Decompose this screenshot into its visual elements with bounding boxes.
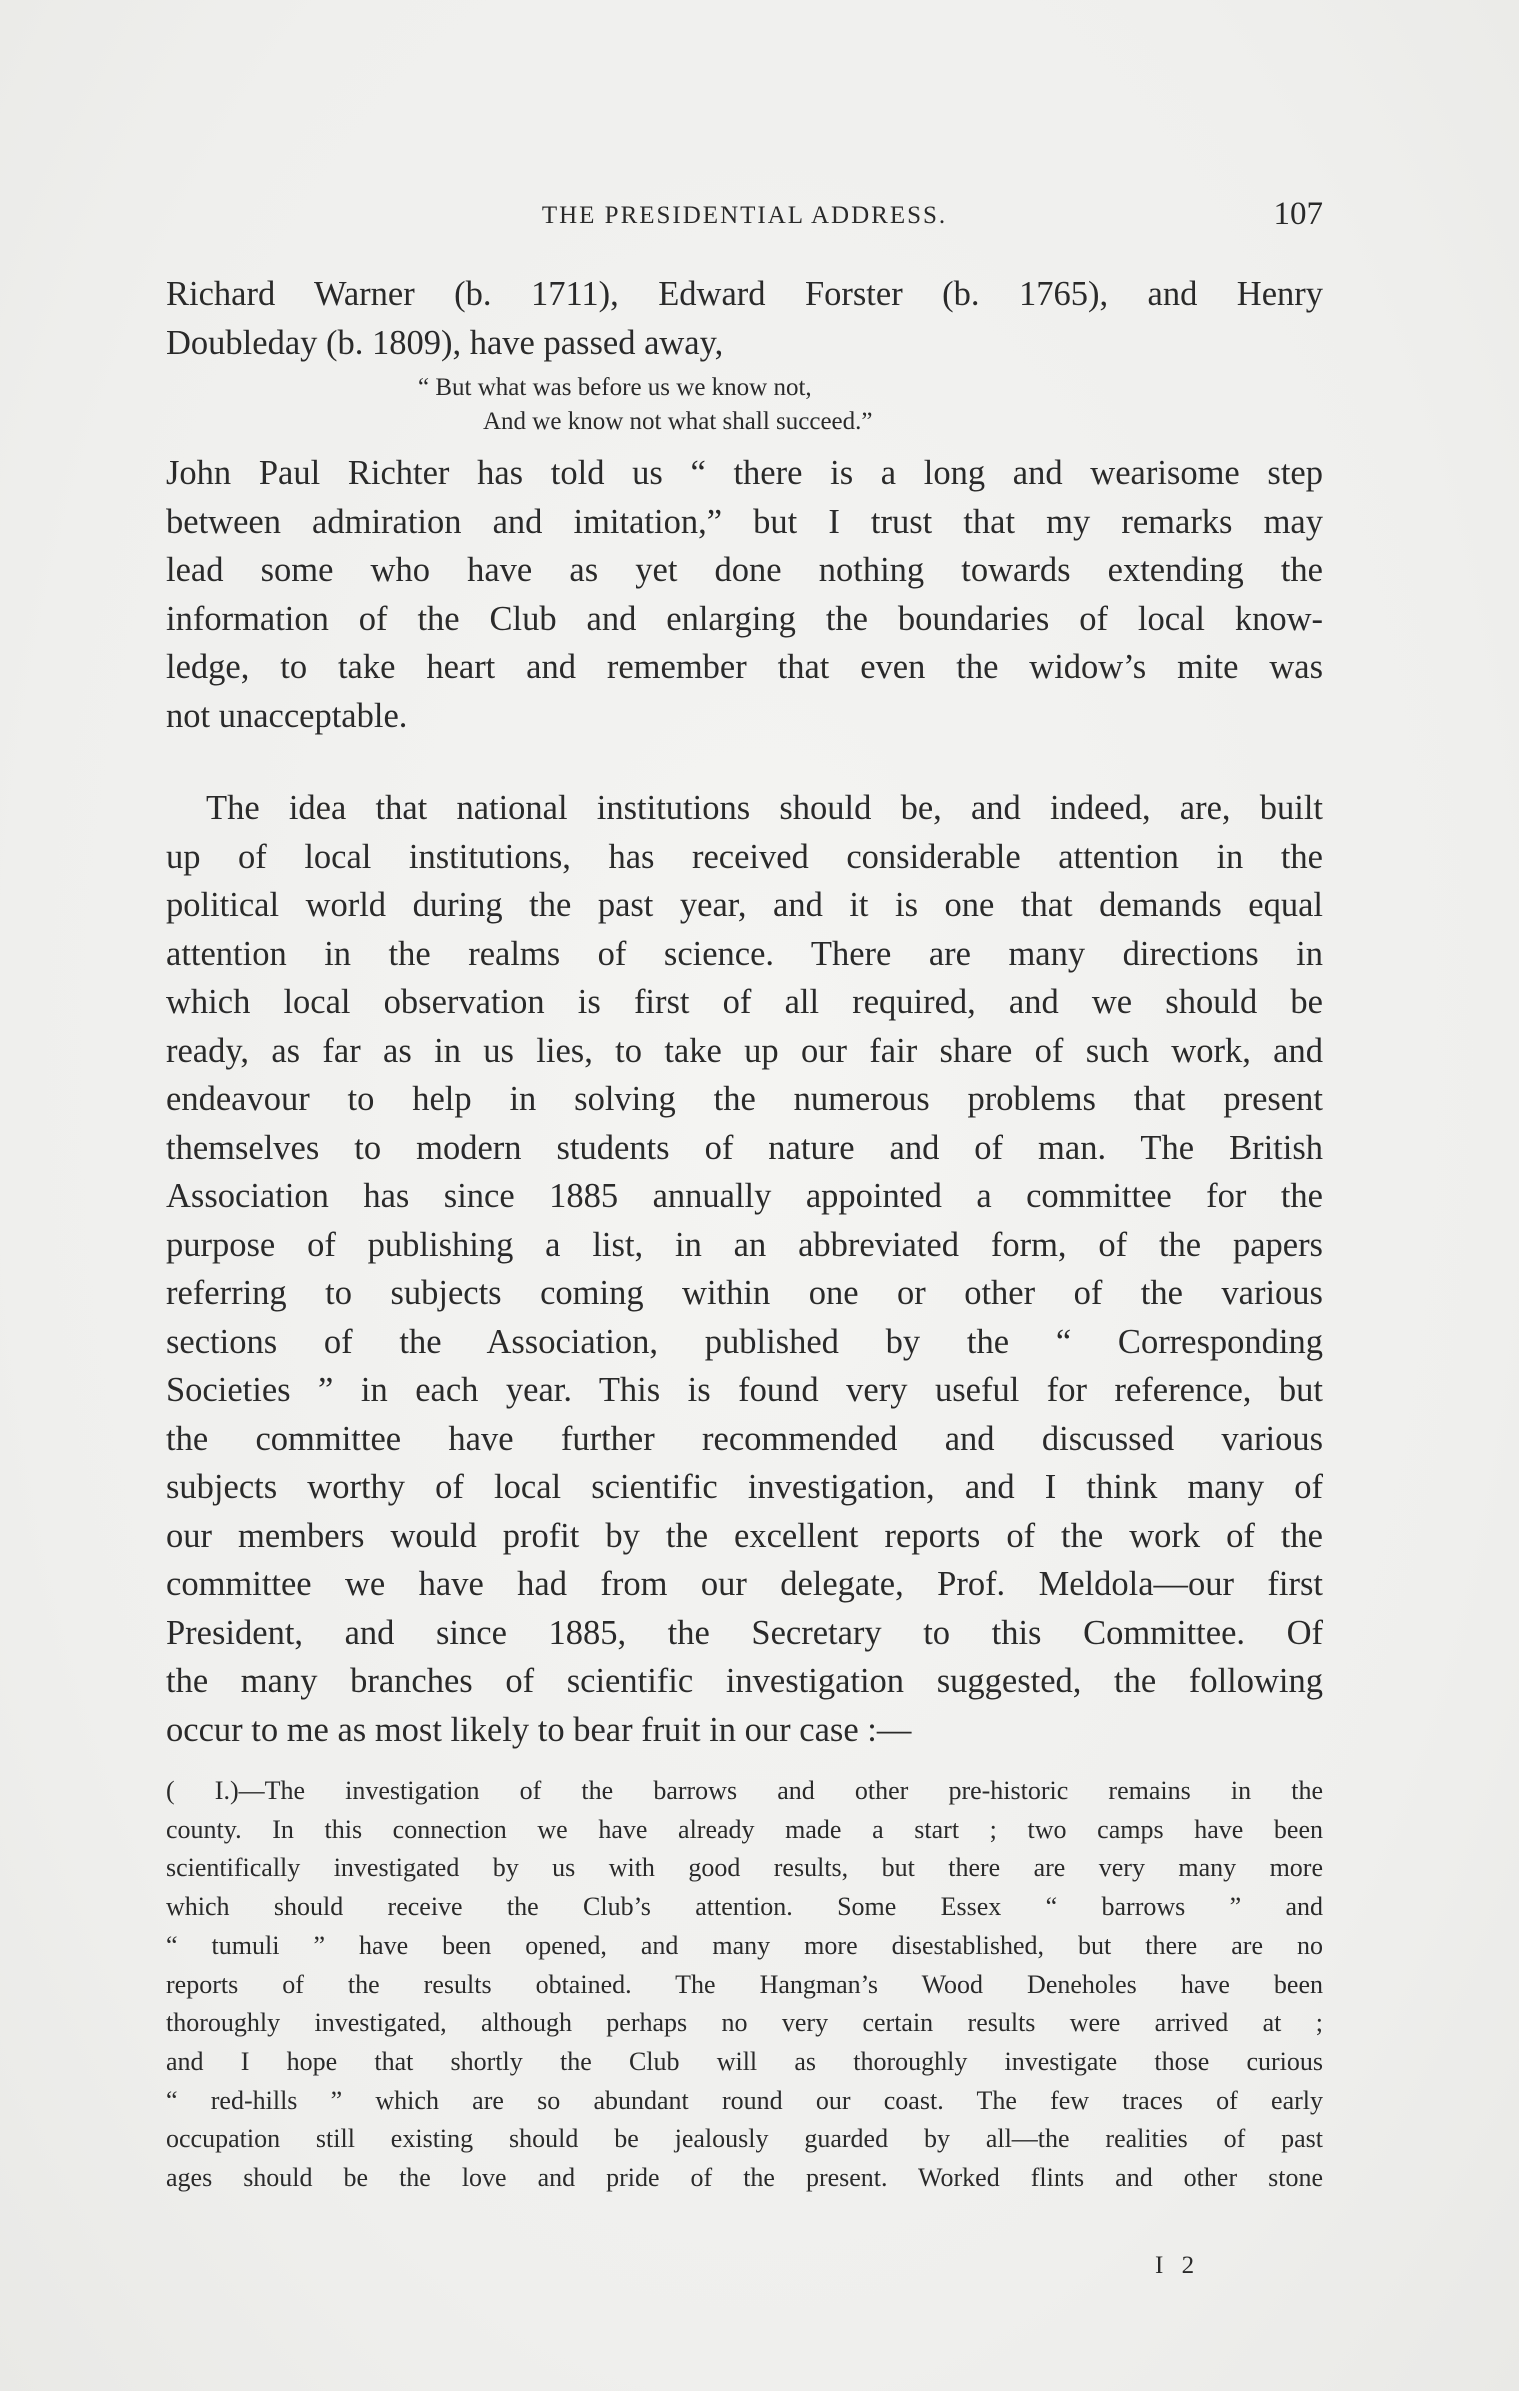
page-number: 107 — [1273, 196, 1323, 232]
text-line: county. In this connection we have already made a start ; two camps have been — [166, 1814, 1323, 1844]
text-line: Association has since 1885 annually appointed a committee for the — [166, 1177, 1323, 1215]
text-line: subjects worthy of local scientific investigation, and I think many of — [166, 1468, 1323, 1506]
text-line: President, and since 1885, the Secretary to this Committee. Of — [166, 1613, 1323, 1652]
paragraph-4-small-print — [166, 1772, 1323, 2198]
text-line: scientifically investigated by us with good results, but there are very many more — [166, 1853, 1323, 1883]
text-line: our members would profit by the excellent reports of the work of the — [166, 1516, 1323, 1555]
text-line: attention in the realms of science. There are many directions in — [166, 934, 1323, 973]
text-line: sections of the Association, published by the “ Corresponding — [166, 1322, 1323, 1361]
text-line: committee we have had from our delegate, Prof. Meldola—our first — [166, 1565, 1323, 1603]
text-line: and I hope that shortly the Club will as thoroughly investigate those curious — [166, 2046, 1323, 2076]
paragraph-3 — [166, 784, 1323, 1754]
text-line: up of local institutions, has received considerable attention in the — [166, 837, 1323, 876]
text-line: The idea that national institutions should be, and indeed, are, built — [206, 789, 1323, 827]
text-line: political world during the past year, and it is one that demands equal — [166, 886, 1323, 924]
running-head — [166, 196, 1323, 236]
text-line: Societies ” in each year. This is found very useful for reference, but — [166, 1371, 1323, 1409]
text-line: endeavour to help in solving the numerous problems that present — [166, 1080, 1323, 1118]
text-line: themselves to modern students of nature and of man. The British — [166, 1128, 1323, 1167]
paragraph-gap — [166, 740, 1323, 784]
text-line: “ red-hills ” which are so abundant round our coast. The few traces of early — [166, 2085, 1323, 2115]
text-line: information of the Club and enlarging the boundaries of local know- — [166, 599, 1323, 638]
text-line: referring to subjects coming within one or other of the various — [166, 1274, 1323, 1312]
text-line: ages should be the love and pride of the present. Worked flints and other stone — [166, 2163, 1323, 2193]
paragraph-1 — [166, 270, 1323, 367]
signature-mark: I 2 — [1155, 2252, 1201, 2279]
text-line: occupation still existing should be jealously guarded by all—the realities of past — [166, 2124, 1323, 2154]
text-line: the many branches of scientific investigation suggested, the following — [166, 1662, 1323, 1700]
text-line: between admiration and imitation,” but I trust that my remarks may — [166, 502, 1323, 541]
text-line: reports of the results obtained. The Hangman’s Wood Deneholes have been — [166, 1969, 1323, 1999]
text-line: which local observation is first of all required, and we should be — [166, 983, 1323, 1021]
paragraph-2 — [166, 449, 1323, 740]
text-line: not unacceptable. — [166, 696, 408, 735]
running-title: THE PRESIDENTIAL ADDRESS. — [541, 202, 948, 229]
text-line: “ tumuli ” have been opened, and many more disestablished, but there are no — [166, 1930, 1323, 1960]
quotation — [166, 371, 1323, 439]
quote-line: And we know not what shall succeed.” — [483, 408, 873, 435]
text-line: lead some who have as yet done nothing towards extending the — [166, 551, 1323, 589]
text-line: the committee have further recommended and discussed various — [166, 1419, 1323, 1458]
text-line: ready, as far as in us lies, to take up our fair share of such work, and — [166, 1031, 1323, 1070]
text-line: thoroughly investigated, although perhaps no very certain results were arrived at ; — [166, 2008, 1323, 2038]
text-line: ( I.)—The investigation of the barrows and other pre-historic remains in the — [166, 1776, 1323, 1805]
text-line: Doubleday (b. 1809), have passed away, — [166, 323, 724, 362]
text-line: occur to me as most likely to bear fruit in our case :— — [166, 1710, 912, 1749]
text-line: ledge, to take heart and remember that even the widow’s mite was — [166, 648, 1323, 686]
text-line: John Paul Richter has told us “ there is a long and wearisome step — [166, 454, 1323, 492]
text-line: which should receive the Club’s attention. Some Essex “ barrows ” and — [166, 1892, 1323, 1922]
quote-line: “ But what was before us we know not, — [418, 374, 812, 401]
body-text — [166, 270, 1323, 2198]
text-line: purpose of publishing a list, in an abbreviated form, of the papers — [166, 1225, 1323, 1264]
text-line: Richard Warner (b. 1711), Edward Forster (b. 1765), and Henry — [166, 275, 1323, 313]
